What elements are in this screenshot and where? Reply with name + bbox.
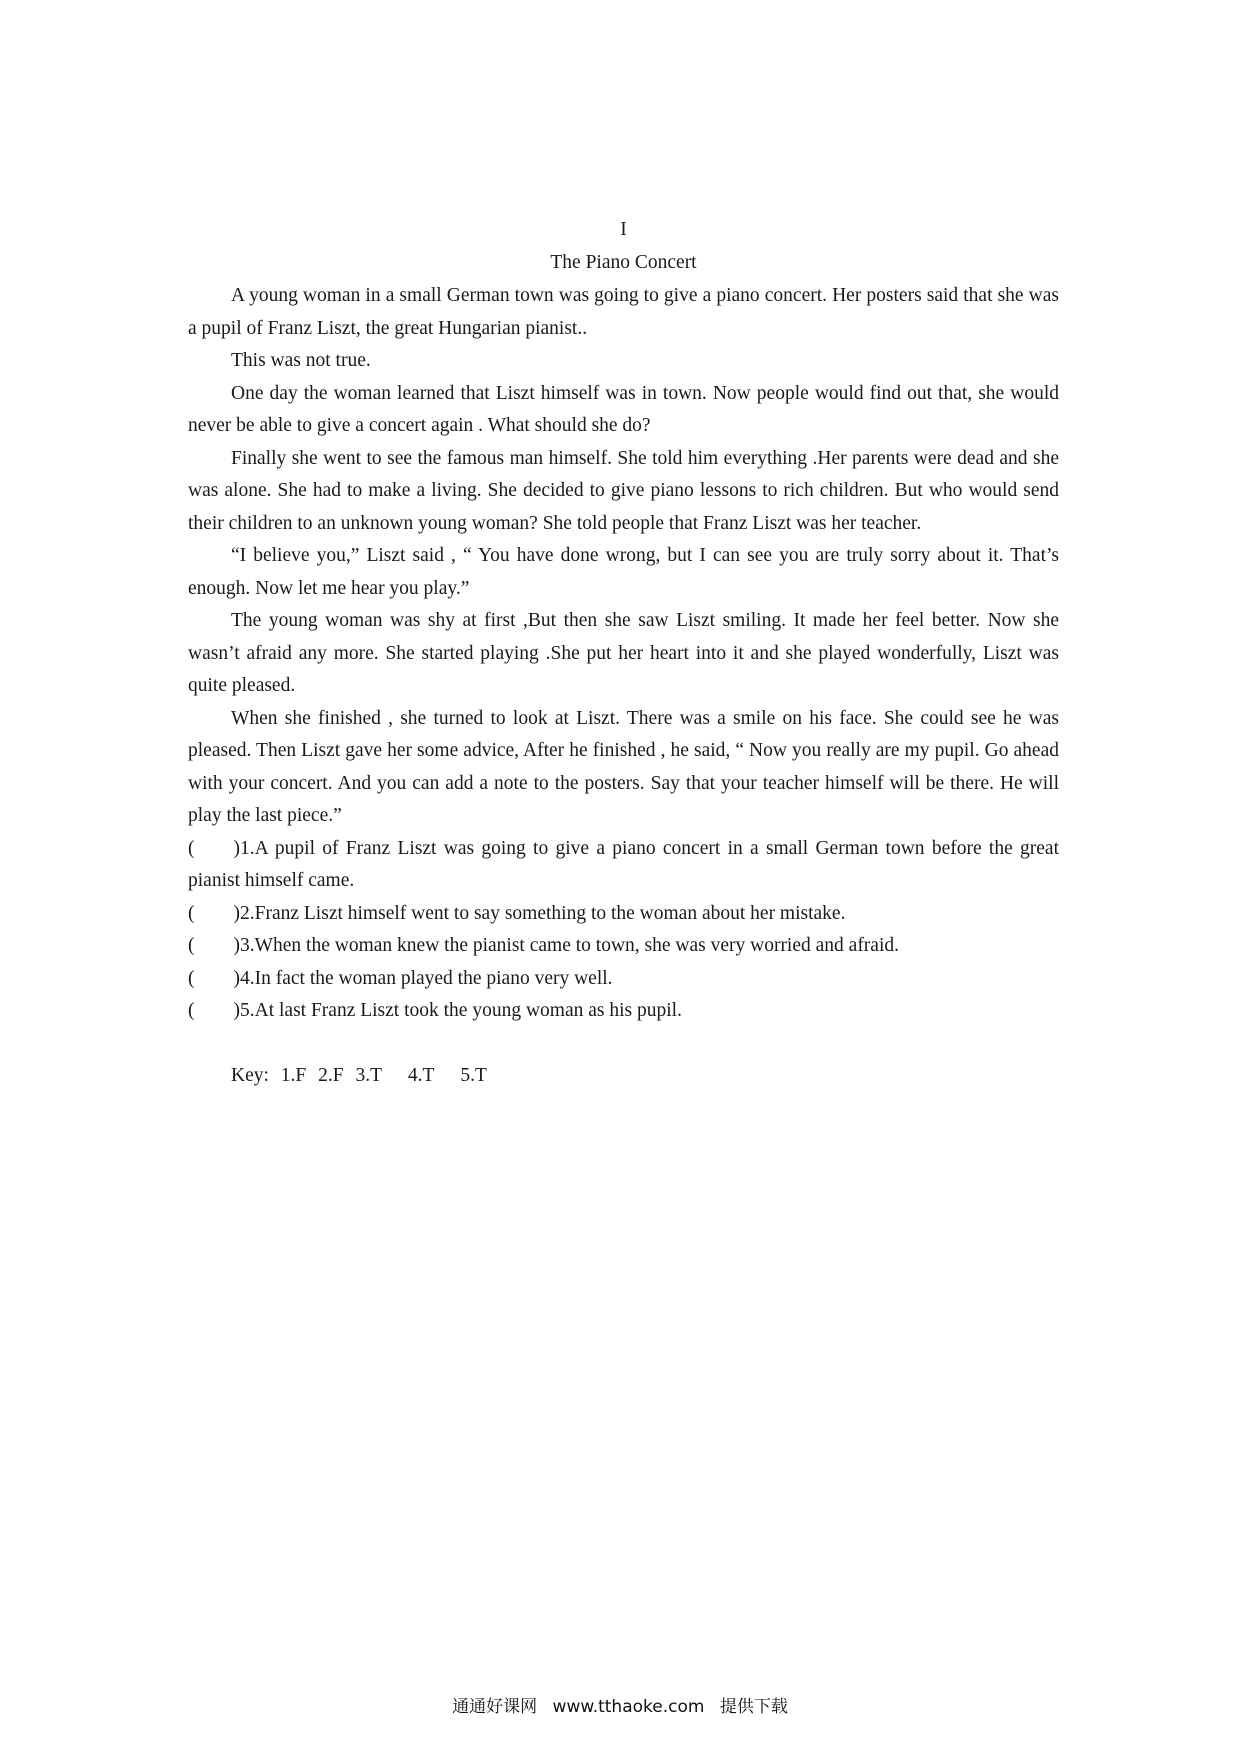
question-text: 3.When the woman knew the pianist came to town, she was very worried and afraid. xyxy=(240,935,900,956)
page-footer xyxy=(0,1692,1240,1717)
question-2 xyxy=(188,898,1059,931)
document-body xyxy=(188,214,1059,1092)
answer-blank[interactable]: ( ) xyxy=(188,935,240,956)
paragraph-7: When she finished , she turned to look at Liszt. There was a smile on his face. She could see he was pleased. Then Liszt gave her some advice, After he finished , he said, “ Now you really are my pupil. Go ahead with your concert. And you can add a note to the posters. Say that your teacher himself will be there. He will play the last piece.” xyxy=(188,707,1059,826)
question-3 xyxy=(188,930,1059,963)
paragraph-1: A young woman in a small German town was going to give a piano concert. Her posters said that she was a pupil of Franz Liszt, the great Hungarian pianist.. xyxy=(188,285,1059,339)
answer-key-item: 4.T xyxy=(407,1064,435,1086)
answer-key-item: 5.T xyxy=(460,1064,487,1086)
question-text: 4.In fact the woman played the piano very well. xyxy=(240,967,613,989)
question-text: 2.Franz Liszt himself went to say something to the woman about her mistake. xyxy=(240,902,846,924)
answer-blank[interactable]: ( ) xyxy=(188,967,240,989)
paragraph-3: One day the woman learned that Liszt himself was in town. Now people would find out that, she would never be able to give a concert again . What should she do? xyxy=(188,382,1059,436)
answer-key xyxy=(188,1060,1059,1093)
footer-site-name: 通通好课网 xyxy=(452,1697,538,1717)
answer-key-item: 1.F xyxy=(280,1064,307,1086)
paragraph-5: “I believe you,” Liszt said , “ You have done wrong, but I can see you are truly sorry about it. That’s enough. Now let me hear you play.” xyxy=(188,545,1059,599)
question-1 xyxy=(188,833,1059,898)
answer-key-label: Key: xyxy=(231,1064,269,1086)
paragraph-6: The young woman was shy at first ,But then she saw Liszt smiling. It made her feel better. Now she wasn’t afraid any more. She started playing .She put her heart into it and she played wonderfully, Liszt was quite pleased. xyxy=(188,610,1059,696)
question-5 xyxy=(188,995,1059,1028)
answer-blank[interactable]: ( ) xyxy=(188,902,240,924)
footer-note: 提供下载 xyxy=(719,1697,788,1717)
paragraph-4: Finally she went to see the famous man himself. She told him everything .Her parents were dead and she was alone. She had to make a living. She decided to give piano lessons to rich children. But who would send their children to an unknown young woman? She told people that Franz Liszt was her teacher. xyxy=(188,447,1059,534)
question-text: 5.At last Franz Liszt took the young woman as his pupil. xyxy=(240,1000,682,1021)
answer-blank[interactable]: ( ) xyxy=(188,1000,240,1021)
document-title: The Piano Concert xyxy=(550,252,697,273)
section-number: I xyxy=(620,219,627,240)
answer-key-item: 3.T xyxy=(355,1064,383,1086)
footer-url[interactable]: www.tthaoke.com xyxy=(552,1697,705,1717)
paragraph-2: This was not true. xyxy=(231,350,371,371)
answer-key-item: 2.F xyxy=(318,1064,344,1086)
question-4 xyxy=(188,963,1059,996)
question-text: 1.A pupil of Franz Liszt was going to give a piano concert in a small German town before the great pianist himself came. xyxy=(188,837,1059,891)
answer-blank[interactable]: ( ) xyxy=(188,837,240,859)
